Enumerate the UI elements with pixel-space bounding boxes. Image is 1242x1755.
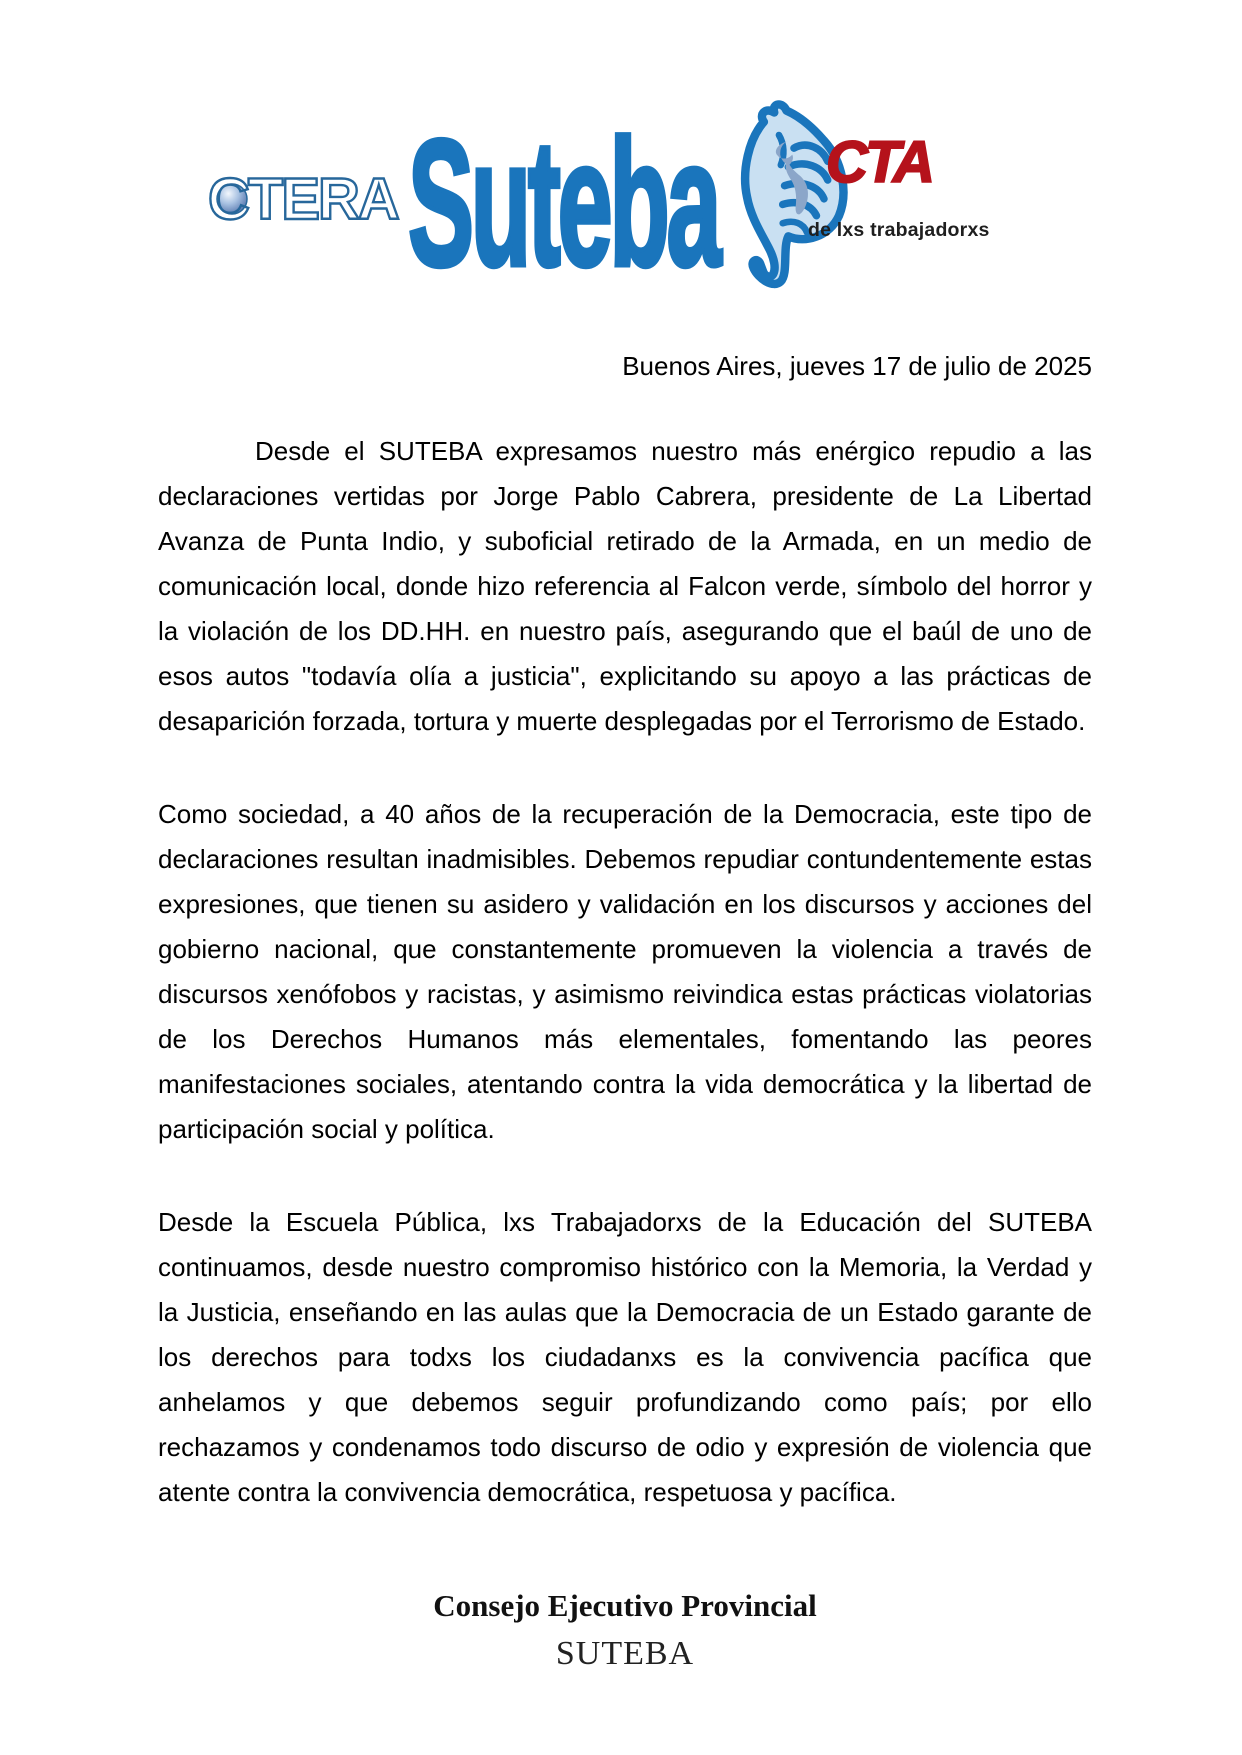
signature-block — [158, 1582, 1092, 1678]
ctera-logo-text: CTERA — [208, 167, 398, 231]
logo-header — [158, 95, 1092, 304]
ctera-logo — [206, 155, 436, 236]
cta-logo — [772, 130, 1042, 242]
paragraph-3: Desde la Escuela Pública, lxs Trabajadorxs de la Educación del SUTEBA continuamos, desde nuestro compromiso histórico con la Memoria, la Verdad y la Justicia, enseñando en las aulas que la Democracia de un Estado garante de los derechos para todxs los ciudadanxs es la convivencia pacífica que anhelamos y que debemos seguir profundizando como país; por ello rechazamos y condenamos todo discurso de odio y expresión de violencia que atente contra la convivencia democrática, respetuosa y pacífica. — [158, 1207, 1092, 1507]
cta-logo-text: CTA — [826, 130, 932, 195]
date-line: Buenos Aires, jueves 17 de julio de 2025 — [622, 351, 1092, 381]
letter-body — [158, 429, 1092, 1515]
paragraph-2: Como sociedad, a 40 años de la recuperación de la Democracia, este tipo de declaraciones resultan inadmisibles. Debemos repudiar contundentemente estas expresiones, que tienen su asidero y validación en los discursos y acciones del gobierno nacional, que constantemente promueven la violencia a través de discursos xenófobos y racistas, y asimismo reivindica estas prácticas violatorias de los Derechos Humanos más elementales, fomentando las peores manifestaciones sociales, atentando contra la vida democrática y la libertad de participación social y política. — [158, 799, 1092, 1144]
signature-title: Consejo Ejecutivo Provincial — [433, 1588, 817, 1623]
cta-logo-subtext: de lxs trabajadorxs — [808, 219, 990, 241]
americas-map-icon — [772, 139, 818, 217]
suteba-logo-text: Suteba — [408, 103, 719, 304]
paragraph-1: Desde el SUTEBA expresamos nuestro más enérgico repudio a las declaraciones vertidas por Jorge Pablo Cabrera, presidente de La Libertad Avanza de Punta Indio, y suboficial retirado de la Armada, en un medio de comunicación local, donde hizo referencia al Falcon verde, símbolo del horror y la violación de los DD.HH. en nuestro país, asegurando que el baúl de uno de esos autos "todavía olía a justicia", explicitando su apoyo a las prácticas de desaparición forzada, tortura y muerte desplegadas por el Terrorismo de Estado. — [158, 436, 1092, 736]
signature-org: SUTEBA — [555, 1635, 695, 1672]
ctera-logo-icon — [206, 155, 436, 231]
